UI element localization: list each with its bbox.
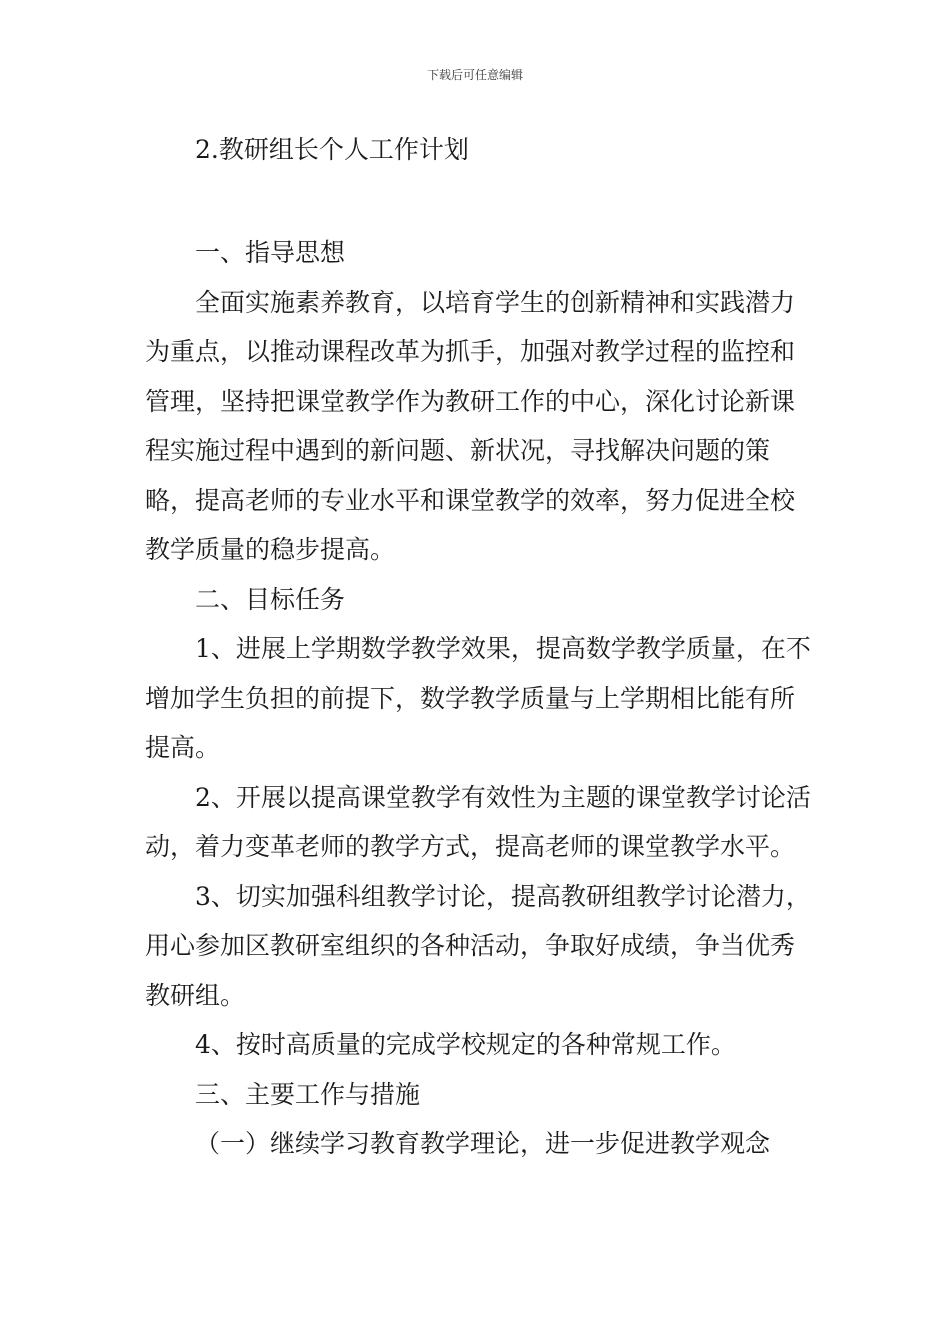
- header-note: 下载后可任意编辑: [426, 68, 523, 82]
- paragraph-goal-2: 2、开展以提高课堂教学有效性为主题的课堂教学讨论活动，着力变革老师的教学方式，提高老师的课堂教学水平。: [145, 782, 811, 861]
- section-heading-measures: 三、主要工作与措施: [195, 1079, 421, 1109]
- section-heading-guiding-ideology: 一、指导思想: [195, 238, 346, 267]
- document-title: 2.教研组长个人工作计划: [195, 135, 469, 164]
- document-body: [145, 228, 815, 1169]
- paragraph-guiding-ideology: 全面实施素养教育，以培育学生的创新精神和实践潜力为重点，以推动课程改革为抓手，加强对教学过程的监控和管理，坚持把课堂教学作为教研工作的中心，深化讨论新课程实施过程中遇到的新问题、新状况，寻找解决问题的策略，提高老师的专业水平和课堂教学的效率，努力促进全校教学质量的稳步提高。: [145, 287, 796, 564]
- section-heading-goals: 二、目标任务: [195, 584, 346, 614]
- paragraph-goal-3: 3、切实加强科组教学讨论，提高教研组教学讨论潜力，用心参加区教研室组织的各种活动，争取好成绩，争当优秀教研组。: [145, 881, 811, 1010]
- paragraph-goal-1: 1、进展上学期数学教学效果，提高数学教学质量，在不增加学生负担的前提下，数学教学质量与上学期相比能有所提高。: [145, 634, 811, 762]
- paragraph-measure-1: （一）继续学习教育教学理论，进一步促进教学观念: [195, 1129, 771, 1158]
- paragraph-goal-4: 4、按时高质量的完成学校规定的各种常规工作。: [195, 1030, 736, 1059]
